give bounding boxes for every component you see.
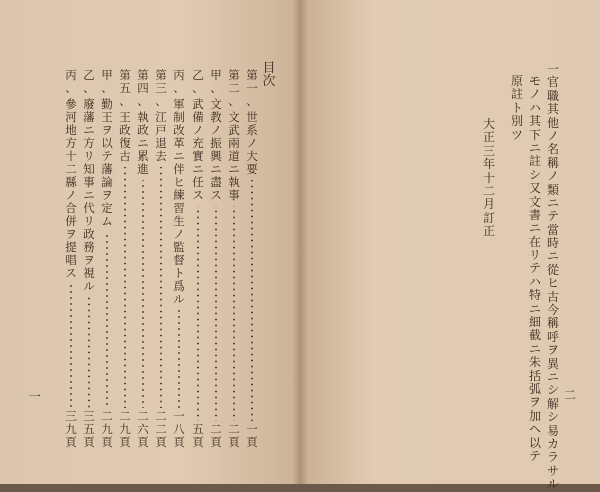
toc-entry-label: 甲 、 xyxy=(210,68,222,95)
toc-entry-title: 武 備 ノ 充 實 ニ 任 ス xyxy=(192,97,204,202)
toc-entry-label: 第 一 、 xyxy=(246,68,258,108)
toc-leader-dots xyxy=(142,180,144,408)
toc-entry-label: 第 五 、 xyxy=(119,68,131,108)
toc-entry-title: 世 系 ノ 大 要 xyxy=(246,110,258,176)
toc-entry-label: 第 四 、 xyxy=(137,68,149,108)
right-page-preface xyxy=(300,0,600,492)
toc-entry xyxy=(209,70,223,450)
toc-entry xyxy=(227,70,241,450)
toc-heading-text: 目次 xyxy=(262,61,276,89)
toc-entry-title: 軍 制 改 革 ニ 伴 ヒ 練 習 生 ノ 監 督 ト 爲 ル xyxy=(173,97,185,306)
toc-entry-title: 參 河 地 方 十 二 縣 ノ 合 併 ヲ 提 唱 ス xyxy=(65,97,77,280)
toc-entry-title: 廢 藩 ニ 方 リ 知 事 ニ 代 リ 政 務 ヲ 視 ル xyxy=(83,97,95,293)
toc-entry xyxy=(118,70,132,450)
toc-entry-page: 三 九 頁 xyxy=(65,409,77,449)
toc-entry-title: 文 武 兩 道 ニ 執 事 xyxy=(228,110,240,202)
toc-leader-dots xyxy=(124,167,126,408)
toc-entry-page: 二 二 頁 xyxy=(155,409,167,449)
toc-entry-title: 勤 王 ヲ 以 テ 藩 論 ヲ 定 ム xyxy=(101,97,113,228)
toc-entry-page: 二 九 頁 xyxy=(101,409,113,449)
right-folio: 二 xyxy=(564,388,577,402)
toc-leader-dots xyxy=(215,206,217,421)
toc-entry xyxy=(100,70,114,450)
toc-entry-page: 二 九 頁 xyxy=(119,409,131,449)
toc-leader-dots xyxy=(70,284,72,408)
book-gutter xyxy=(292,0,308,484)
toc-entry-page: 二 頁 xyxy=(228,422,240,449)
toc-entry-title: 文 教 ノ 振 興 ニ 盡 ス xyxy=(210,97,222,202)
preface-line: 一 官 職 其 他 ノ 名 稱 ノ 類 ニ テ 當 時 ニ 從 ヒ 古 今 稱 呼 ヲ 異 ニ シ 解 シ 易 カ ラ サ ル xyxy=(546,62,559,492)
preface-line: 原 註 ト 別 ツ xyxy=(510,74,523,142)
toc-heading xyxy=(262,61,276,89)
toc-entry-label: 丙 、 xyxy=(173,68,185,95)
toc-entry-label: 第 三 、 xyxy=(155,68,167,108)
toc-entry-page: 一 八 頁 xyxy=(173,409,185,449)
toc-leader-dots xyxy=(106,232,108,408)
toc-entry-label: 乙 、 xyxy=(83,68,95,95)
toc-leader-dots xyxy=(88,297,90,408)
toc-entry xyxy=(191,70,205,450)
toc-entry-title: 江 戸 退 去 xyxy=(155,110,167,163)
left-folio: 一 xyxy=(28,390,42,405)
toc-entry xyxy=(154,70,168,450)
preface-line: モ ノ ハ 其 下 ニ 註 シ 又 文 書 ニ 在 リ テ ハ 特 ニ 細 截 ニ 朱 括 弧 ヲ 加 ヘ 以 テ xyxy=(528,74,541,463)
toc-entry-title: 王 政 復 古 xyxy=(119,110,131,163)
toc-entry-label: 乙 、 xyxy=(192,68,204,95)
toc-entry-page: 一 頁 xyxy=(246,422,258,449)
toc-entry-page: 五 頁 xyxy=(192,422,204,449)
toc-leader-dots xyxy=(251,180,253,421)
toc-leader-dots xyxy=(178,310,180,408)
toc-leader-dots xyxy=(233,206,235,421)
toc-entry xyxy=(82,70,96,450)
preface-date: 大 正 三 年 十 二 月 訂 正 xyxy=(482,117,495,239)
toc-entry-page: 二 六 頁 xyxy=(137,409,149,449)
toc-leader-dots xyxy=(160,167,162,408)
toc-entry-label: 丙 、 xyxy=(65,68,77,95)
left-page-toc xyxy=(0,0,300,484)
toc-entry xyxy=(136,70,150,450)
toc-entry xyxy=(245,70,259,450)
toc-entry-label: 第 二 、 xyxy=(228,68,240,108)
toc-leader-dots xyxy=(197,206,199,421)
toc-entry-label: 甲 、 xyxy=(101,68,113,95)
toc-entry-page: 三 五 頁 xyxy=(83,409,95,449)
toc-entry-title: 執 政 ニ 累 進 xyxy=(137,110,149,176)
toc-entry xyxy=(172,70,186,450)
toc-entry-page: 二 頁 xyxy=(210,422,222,449)
toc-entry xyxy=(64,70,78,450)
